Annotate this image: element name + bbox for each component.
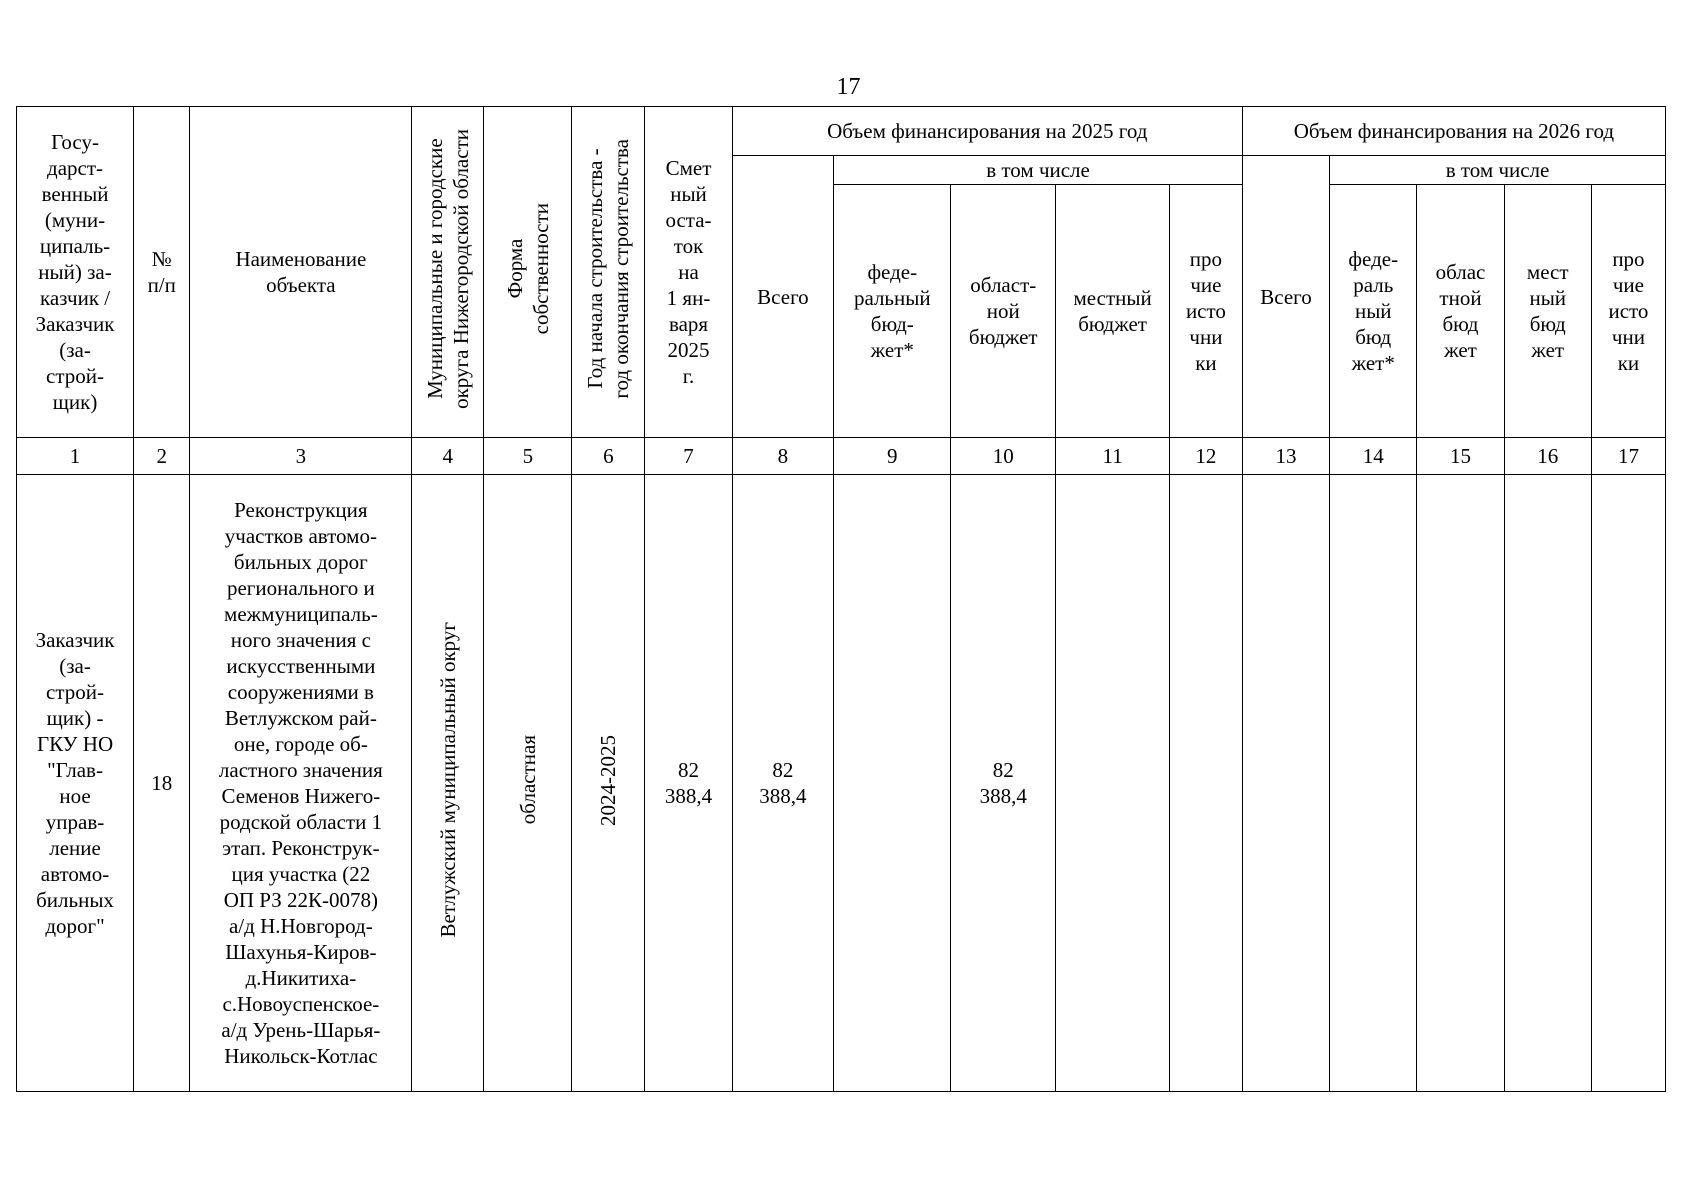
- header-funding-2026: Объем финансирования на 2026 год: [1242, 107, 1665, 156]
- column-number: 15: [1417, 438, 1504, 475]
- header-number: № п/п: [134, 107, 190, 438]
- header-including-2025: в том числе: [834, 156, 1243, 185]
- column-number: 11: [1056, 438, 1170, 475]
- column-number: 17: [1591, 438, 1665, 475]
- column-numbers-row: [17, 438, 1666, 475]
- header-remaining-cost: Смет ный оста- ток на 1 ян- варя 2025 г.: [645, 107, 732, 438]
- header-years-cell: [572, 107, 645, 438]
- column-number: 1: [17, 438, 134, 475]
- header-regional-2025: област- ной бюджет: [951, 185, 1056, 438]
- row-total-2026: [1242, 475, 1329, 1092]
- column-number: 12: [1169, 438, 1242, 475]
- header-total-2025: Всего: [732, 156, 834, 438]
- column-number: 14: [1330, 438, 1417, 475]
- row-object-name: Реконструкция участков автомо- бильных дорог регионального и межмуниципаль- ного значения с искусственными сооружениями в Ветлужском рай- оне, городе об- ластного значения Семенов Нижего- родской области 1 этап. Реконструк- ция участка (22 ОП РЗ 22К-0078) а/д Н.Новгород- Шахунья-Киров- д.Никитиха- с.Новоуспенское- а/д Урень-Шарья- Никольск-Котлас: [190, 475, 412, 1092]
- header-federal-2025: феде- ральный бюд- жет*: [834, 185, 951, 438]
- row-federal-2026: [1330, 475, 1417, 1092]
- header-other-2025: про чие исто чни ки: [1169, 185, 1242, 438]
- column-number: 5: [484, 438, 572, 475]
- column-number: 16: [1504, 438, 1591, 475]
- column-number: 4: [412, 438, 484, 475]
- header-federal-2026: феде- раль ный бюд жет*: [1330, 185, 1417, 438]
- row-years: 2024-2025: [596, 734, 621, 826]
- row-other-2026: [1591, 475, 1665, 1092]
- row-total-2025: 82 388,4: [732, 475, 834, 1092]
- row-remaining-cost: 82 388,4: [645, 475, 732, 1092]
- header-row-1: [17, 107, 1666, 156]
- row-federal-2025: [834, 475, 951, 1092]
- column-number: 2: [134, 438, 190, 475]
- header-years: Год начала строительства - год окончания строительства: [583, 139, 634, 399]
- header-object-name: Наименование объекта: [190, 107, 412, 438]
- row-other-2025: [1169, 475, 1242, 1092]
- column-number: 8: [732, 438, 834, 475]
- row-regional-2025: 82 388,4: [951, 475, 1056, 1092]
- row-local-2026: [1504, 475, 1591, 1092]
- header-total-2026: Всего: [1242, 156, 1329, 438]
- header-municipality-cell: [412, 107, 484, 438]
- header-other-2026: про чие исто чни ки: [1591, 185, 1665, 438]
- header-local-2025: местный бюджет: [1056, 185, 1170, 438]
- row-ownership: областная: [515, 735, 540, 825]
- header-regional-2026: облас тной бюд жет: [1417, 185, 1504, 438]
- header-ownership-cell: [484, 107, 572, 438]
- header-local-2026: мест ный бюд жет: [1504, 185, 1591, 438]
- header-funding-2025: Объем финансирования на 2025 год: [732, 107, 1242, 156]
- header-ownership: Форма собственности: [502, 203, 553, 335]
- row-municipality-cell: [412, 475, 484, 1092]
- header-including-2026: в том числе: [1330, 156, 1666, 185]
- row-regional-2026: [1417, 475, 1504, 1092]
- row-ownership-cell: [484, 475, 572, 1092]
- column-number: 10: [951, 438, 1056, 475]
- capital-construction-table: [16, 106, 1666, 1092]
- column-number: 7: [645, 438, 732, 475]
- row-years-cell: [572, 475, 645, 1092]
- row-local-2025: [1056, 475, 1170, 1092]
- column-number: 13: [1242, 438, 1329, 475]
- header-customer: Госу- дарст- венный (муни- ципаль- ный) за- казчик / Заказчик (за- строй- щик): [17, 107, 134, 438]
- header-municipality: Муниципальные и городские округа Нижегородской области: [422, 129, 473, 409]
- table-row: [17, 475, 1666, 1092]
- column-number: 3: [190, 438, 412, 475]
- row-customer: Заказчик (за- строй- щик) - ГКУ НО "Глав- ное управ- ление автомо- бильных дорог": [17, 475, 134, 1092]
- row-municipality: Ветлужский муниципальный округ: [435, 622, 460, 938]
- column-number: 6: [572, 438, 645, 475]
- row-number: 18: [134, 475, 190, 1092]
- page-number: 17: [836, 74, 861, 100]
- column-number: 9: [834, 438, 951, 475]
